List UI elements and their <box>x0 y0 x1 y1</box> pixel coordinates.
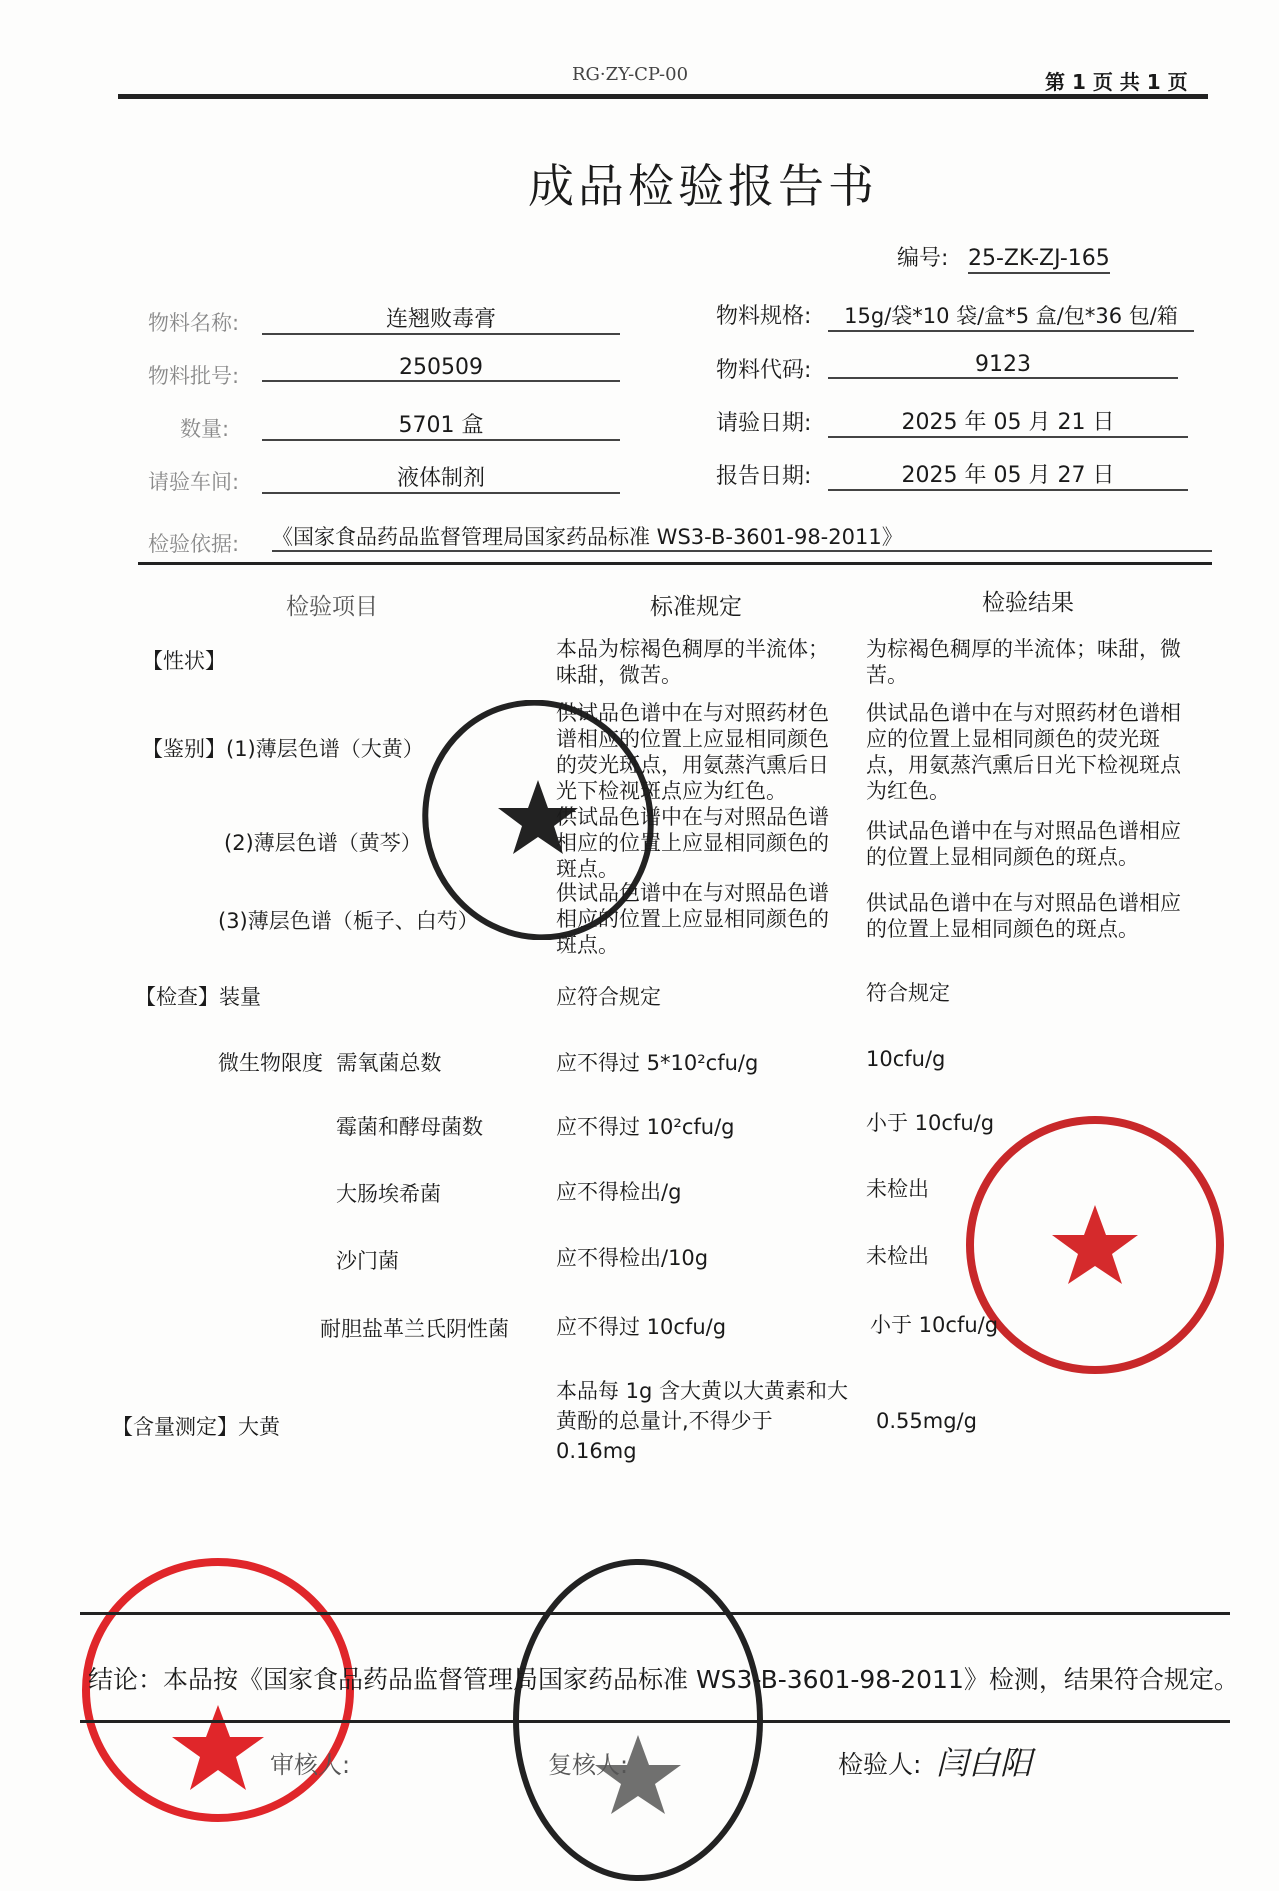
conclusion-bottom-rule <box>80 1720 1230 1723</box>
row-standard: 应不得过 5*10²cfu/g <box>556 1051 759 1075</box>
row-item: 【含量测定】大黄 <box>112 1415 280 1439</box>
conclusion-top-rule <box>80 1612 1230 1615</box>
field-label-request-date: 请验日期: <box>716 411 812 436</box>
row-item: 【性状】 <box>142 649 226 673</box>
row-result: 供试品色谱中在与对照药材色谱相应的位置上显相同颜色的荧光斑点，用氨蒸汽熏后日光下检视斑点为红色。 <box>866 701 1181 803</box>
row-result: 未检出 <box>866 1244 929 1268</box>
field-label-report-date: 报告日期: <box>716 464 812 489</box>
field-value-workshop: 液体制剂 <box>262 461 620 494</box>
row-result: 0.55mg/g <box>876 1409 977 1433</box>
row-result: 未检出 <box>866 1177 929 1201</box>
row-result: 小于 10cfu/g <box>870 1313 999 1337</box>
row-standard: 应符合规定 <box>556 985 661 1009</box>
field-label-spec: 物料规格: <box>716 304 812 329</box>
page-title: 成品检验报告书 <box>528 159 878 213</box>
table-top-rule <box>138 562 1212 565</box>
stamp-red-hefei <box>960 1110 1230 1380</box>
field-value-batch: 250509 <box>262 355 620 382</box>
row-item: 大肠埃希菌 <box>336 1182 441 1206</box>
serial-value: 25-ZK-ZJ-165 <box>968 246 1110 274</box>
basis-label: 检验依据: <box>148 532 240 556</box>
field-value-name: 连翘败毒膏 <box>262 302 620 335</box>
serial-label: 编号: <box>897 246 949 271</box>
reviewer-label: 审核人: <box>270 1751 351 1779</box>
row-item: 微生物限度 需氧菌总数 <box>218 1051 442 1075</box>
row-item: 【鉴别】(1)薄层色谱（大黄） <box>142 737 424 761</box>
row-item: 【检查】装量 <box>135 985 261 1009</box>
col-header-result: 检验结果 <box>982 590 1074 616</box>
basis-value: 《国家食品药品监督管理局国家药品标准 WS3-B-3601-98-2011》 <box>272 524 1212 552</box>
row-standard: 应不得过 10cfu/g <box>556 1315 727 1339</box>
row-standard: 供试品色谱中在与对照药材色谱相应的位置上应显相同颜色的荧光斑点，用氨蒸汽熏后日光下检视斑点应为红色。 <box>556 701 829 803</box>
field-label-name: 物料名称: <box>148 311 240 335</box>
star-icon <box>172 1705 264 1790</box>
inspector-signature: 闫白阳 <box>936 1744 1033 1782</box>
checker-label: 复核人: <box>548 1751 629 1779</box>
row-standard: 供试品色谱中在与对照品色谱相应的位置上应显相同颜色的斑点。 <box>556 805 829 881</box>
field-value-request-date: 2025 年 05 月 21 日 <box>828 405 1188 438</box>
row-item: 沙门菌 <box>336 1249 399 1273</box>
field-value-quantity: 5701 盒 <box>262 408 620 441</box>
doc-code: RG·ZY-CP-00 <box>572 64 689 85</box>
row-standard: 应不得过 10²cfu/g <box>556 1115 735 1139</box>
col-header-item: 检验项目 <box>286 594 378 620</box>
col-header-standard: 标准规定 <box>650 594 742 620</box>
row-result: 符合规定 <box>866 981 950 1005</box>
conclusion-text: 结论：本品按《国家食品药品监督管理局国家药品标准 WS3-B-3601-98-2011》检测，结果符合规定。 <box>88 1665 1239 1694</box>
row-item: (3)薄层色谱（栀子、白芍） <box>218 909 479 933</box>
row-standard: 应不得检出/g <box>556 1180 682 1204</box>
row-result: 10cfu/g <box>866 1047 946 1071</box>
field-label-batch: 物料批号: <box>148 364 240 388</box>
row-standard: 本品每 1g 含大黄以大黄素和大黄酚的总量计,不得少于 0.16mg <box>556 1379 849 1463</box>
row-item: 耐胆盐革兰氏阴性菌 <box>320 1317 509 1341</box>
star-icon <box>1052 1205 1138 1284</box>
field-value-code: 9123 <box>828 352 1178 379</box>
inspector-label: 检验人: <box>838 1750 922 1779</box>
page-info: 第 1 页 共 1 页 <box>1045 70 1188 94</box>
field-value-report-date: 2025 年 05 月 27 日 <box>828 458 1188 491</box>
row-item: 霉菌和酵母菌数 <box>336 1115 483 1139</box>
row-result: 供试品色谱中在与对照品色谱相应的位置上显相同颜色的斑点。 <box>866 891 1181 941</box>
field-value-spec: 15g/袋*10 袋/盒*5 盒/包*36 包/箱 <box>828 300 1194 332</box>
row-result: 供试品色谱中在与对照品色谱相应的位置上显相同颜色的斑点。 <box>866 819 1181 869</box>
field-label-quantity: 数量: <box>180 417 230 441</box>
field-label-code: 物料代码: <box>716 358 812 383</box>
row-standard: 本品为棕褐色稠厚的半流体；味甜，微苦。 <box>556 637 829 687</box>
row-item: (2)薄层色谱（黄芩） <box>224 831 422 855</box>
row-result: 小于 10cfu/g <box>866 1111 995 1135</box>
row-standard: 供试品色谱中在与对照品色谱相应的位置上应显相同颜色的斑点。 <box>556 881 829 957</box>
row-standard: 应不得检出/10g <box>556 1246 709 1270</box>
field-label-workshop: 请验车间: <box>148 470 240 494</box>
row-result: 为棕褐色稠厚的半流体；味甜，微苦。 <box>866 637 1181 687</box>
